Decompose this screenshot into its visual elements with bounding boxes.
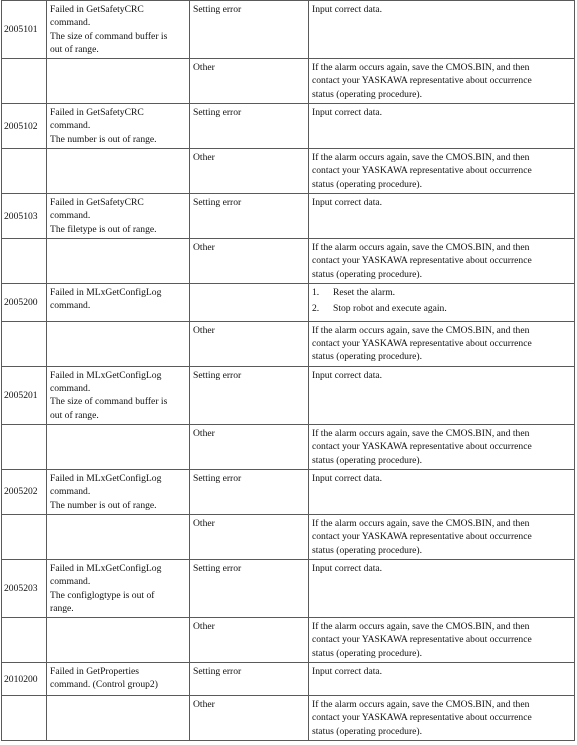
remedy-line: If the alarm occurs again, save the CMOS.BIN, and then (312, 242, 530, 254)
remedy-cell (309, 149, 575, 194)
description-line: The size of command buffer is (50, 30, 168, 42)
alarm-description-cell (47, 618, 190, 663)
remedy-line: status (operating procedure). (312, 178, 423, 190)
alarm-description-cell (47, 284, 190, 322)
remedy-line: If the alarm occurs again, save the CMOS.BIN, and then (312, 62, 530, 74)
alarm-description-cell (47, 321, 190, 366)
remedy-cell (309, 239, 575, 284)
description-line: command. (50, 210, 91, 222)
remedy-line: status (operating procedure). (312, 351, 423, 363)
table-row (2, 559, 575, 617)
cause-cell: Other (190, 618, 309, 663)
alarm-code-cell: 2005203 (2, 559, 47, 617)
remedy-line: contact your YASKAWA representative about occurrence (312, 634, 532, 646)
description-line: The number is out of range. (50, 133, 157, 145)
alarm-description-cell (47, 59, 190, 104)
remedy-line: contact your YASKAWA representative about occurrence (312, 165, 532, 177)
description-line: Failed in MLxGetConfigLog (50, 472, 162, 484)
table-row (2, 366, 575, 424)
remedy-line: Input correct data. (312, 197, 383, 209)
remedy-line: Input correct data. (312, 472, 383, 484)
alarm-code-cell (2, 514, 47, 559)
description-line: command. (50, 17, 91, 29)
cause-cell: Other (190, 696, 309, 741)
remedy-cell (309, 321, 575, 366)
remedy-line: Input correct data. (312, 107, 383, 119)
alarm-code-cell: 2005201 (2, 366, 47, 424)
description-line: The configlogtype is out of (50, 589, 155, 601)
remedy-step (312, 302, 571, 315)
remedy-line: contact your YASKAWA representative about occurrence (312, 531, 532, 543)
remedy-line: status (operating procedure). (312, 268, 423, 280)
alarm-table (1, 0, 575, 741)
cause-cell: Setting error (190, 194, 309, 239)
alarm-code-cell: 2010200 (2, 663, 47, 696)
remedy-cell (309, 366, 575, 424)
cause-cell: Setting error (190, 1, 309, 59)
remedy-cell (309, 284, 575, 322)
remedy-line: status (operating procedure). (312, 454, 423, 466)
table-row (2, 696, 575, 741)
description-line: out of range. (50, 409, 99, 421)
remedy-line: status (operating procedure). (312, 725, 423, 737)
cause-cell: Other (190, 514, 309, 559)
description-line: Failed in GetSafetyCRC (50, 197, 144, 209)
cause-cell: Other (190, 424, 309, 469)
table-row (2, 59, 575, 104)
description-line: command. (50, 383, 91, 395)
remedy-cell (309, 618, 575, 663)
description-line: command. (50, 120, 91, 132)
cause-cell: Setting error (190, 366, 309, 424)
remedy-cell (309, 559, 575, 617)
table-row (2, 663, 575, 696)
description-line: The number is out of range. (50, 499, 157, 511)
alarm-code-cell (2, 618, 47, 663)
description-line: Failed in GetProperties (50, 666, 139, 678)
remedy-cell (309, 1, 575, 59)
remedy-line: status (operating procedure). (312, 544, 423, 556)
table-row (2, 194, 575, 239)
table-row (2, 104, 575, 149)
description-line: The size of command buffer is (50, 396, 168, 408)
remedy-line: contact your YASKAWA representative about occurrence (312, 441, 532, 453)
cause-cell: Other (190, 321, 309, 366)
remedy-cell (309, 514, 575, 559)
alarm-code-cell: 2005103 (2, 194, 47, 239)
remedy-line: contact your YASKAWA representative about occurrence (312, 712, 532, 724)
description-line: command. (50, 486, 91, 498)
step-text: Reset the alarm. (333, 287, 396, 299)
alarm-description-cell (47, 424, 190, 469)
alarm-description-cell (47, 366, 190, 424)
alarm-code-cell: 2005101 (2, 1, 47, 59)
remedy-cell (309, 469, 575, 514)
alarm-code-cell: 2005102 (2, 104, 47, 149)
alarm-code-cell: 2005200 (2, 284, 47, 322)
alarm-description-cell (47, 663, 190, 696)
alarm-code-cell (2, 424, 47, 469)
description-line: Failed in MLxGetConfigLog (50, 287, 162, 299)
description-line: Failed in MLxGetConfigLog (50, 369, 162, 381)
alarm-description-cell (47, 1, 190, 59)
table-row (2, 1, 575, 59)
remedy-line: contact your YASKAWA representative about occurrence (312, 338, 532, 350)
step-number: 2. (312, 303, 320, 315)
remedy-line: Input correct data. (312, 666, 383, 678)
cause-cell: Other (190, 149, 309, 194)
alarm-description-cell (47, 239, 190, 284)
table-row (2, 469, 575, 514)
alarm-code-cell: 2005202 (2, 469, 47, 514)
alarm-code-cell (2, 149, 47, 194)
alarm-description-cell (47, 696, 190, 741)
alarm-table-body (2, 1, 575, 741)
remedy-line: Input correct data. (312, 4, 383, 15)
remedy-cell (309, 663, 575, 696)
remedy-cell (309, 194, 575, 239)
alarm-description-cell (47, 514, 190, 559)
table-row (2, 239, 575, 284)
table-row (2, 514, 575, 559)
description-line: Failed in MLxGetConfigLog (50, 562, 162, 574)
description-line: out of range. (50, 43, 99, 55)
remedy-line: contact your YASKAWA representative about occurrence (312, 75, 532, 87)
remedy-line: If the alarm occurs again, save the CMOS.BIN, and then (312, 427, 530, 439)
table-row (2, 424, 575, 469)
alarm-description-cell (47, 469, 190, 514)
remedy-line: If the alarm occurs again, save the CMOS.BIN, and then (312, 517, 530, 529)
alarm-code-cell (2, 59, 47, 104)
remedy-line: If the alarm occurs again, save the CMOS.BIN, and then (312, 324, 530, 336)
step-text: Stop robot and execute again. (333, 303, 447, 315)
description-line: Failed in GetSafetyCRC (50, 4, 144, 15)
description-line: command. (50, 300, 91, 312)
remedy-line: contact your YASKAWA representative about occurrence (312, 255, 532, 267)
cause-cell: Other (190, 59, 309, 104)
description-line: command. (Control group2) (50, 679, 158, 691)
table-row (2, 149, 575, 194)
remedy-line: If the alarm occurs again, save the CMOS.BIN, and then (312, 152, 530, 164)
remedy-cell (309, 696, 575, 741)
remedy-line: If the alarm occurs again, save the CMOS.BIN, and then (312, 621, 530, 633)
description-line: command. (50, 576, 91, 588)
description-line: Failed in GetSafetyCRC (50, 107, 144, 119)
alarm-description-cell (47, 104, 190, 149)
alarm-description-cell (47, 559, 190, 617)
remedy-line: Input correct data. (312, 562, 383, 574)
table-row (2, 284, 575, 322)
cause-cell (190, 284, 309, 322)
cause-cell: Setting error (190, 559, 309, 617)
cause-cell: Other (190, 239, 309, 284)
alarm-code-cell (2, 321, 47, 366)
step-number: 1. (312, 287, 320, 299)
alarm-code-cell (2, 696, 47, 741)
remedy-line: status (operating procedure). (312, 88, 423, 100)
remedy-line: Input correct data. (312, 369, 383, 381)
remedy-cell (309, 424, 575, 469)
cause-cell: Setting error (190, 104, 309, 149)
alarm-description-cell (47, 149, 190, 194)
remedy-cell (309, 104, 575, 149)
description-line: range. (50, 602, 74, 614)
table-row (2, 618, 575, 663)
description-line: The filetype is out of range. (50, 223, 157, 235)
alarm-description-cell (47, 194, 190, 239)
remedy-step (312, 286, 571, 299)
table-row (2, 321, 575, 366)
cause-cell: Setting error (190, 663, 309, 696)
alarm-code-cell (2, 239, 47, 284)
remedy-line: status (operating procedure). (312, 647, 423, 659)
remedy-cell (309, 59, 575, 104)
cause-cell: Setting error (190, 469, 309, 514)
remedy-line: If the alarm occurs again, save the CMOS.BIN, and then (312, 699, 530, 711)
